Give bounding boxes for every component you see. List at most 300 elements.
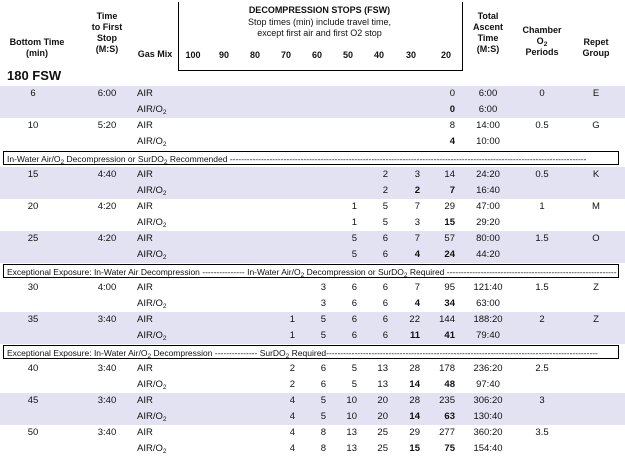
stop-time-cell: 14 [409,379,420,390]
repet-group-cell [575,296,617,312]
stop-time-cell: 5 [351,249,357,260]
stop-time-cell: 4 [289,411,295,422]
chamber-periods-cell: 0 [539,88,545,99]
stop-time-cell: 34 [444,298,455,309]
gas-mix-cell: AIR/$O_2$ [137,411,167,423]
chamber-periods-cell: 1.5 [535,233,549,244]
stop-time-cell [172,328,202,344]
stop-time-cell [234,134,264,150]
stop-time-cell: 75 [444,443,455,454]
repet-group-cell: K [592,169,600,180]
stop-time-cell [172,425,202,441]
stop-time-cell [234,393,264,409]
table-row [0,280,625,296]
time-to-first-stop-cell: 4:20 [97,201,117,212]
total-ascent-time-cell: 360:20 [473,427,503,438]
stop-time-cell: 5 [382,201,388,212]
stop-time-cell [296,199,326,215]
time-to-first-stop-cell: 3:40 [97,427,117,438]
stop-time-cell [296,183,326,199]
stop-time-cell [172,134,202,150]
stop-time-cell [327,86,357,102]
stop-time-cell: 1 [289,314,295,325]
stop-time-cell: 4 [289,395,295,406]
stop-time-cell [203,247,233,263]
bottom-time-cell [18,328,48,344]
stop-time-cell [172,409,202,425]
stop-depth-header-100: 100 [185,50,201,60]
stop-time-cell [234,231,264,247]
stop-time-cell: 6 [320,379,326,390]
gas-mix-cell: AIR/$O_2$ [137,330,167,342]
table-row [0,393,625,409]
total-ascent-time-cell: 24:20 [476,169,500,180]
table-row [0,312,625,328]
gas-mix-cell: AIR [137,88,153,99]
chamber-periods-cell [520,102,564,118]
stop-time-cell [234,441,264,457]
repet-group-cell [575,102,617,118]
stop-time-cell: 29 [444,201,455,212]
gas-mix-cell: AIR/$O_2$ [137,104,167,116]
chamber-periods-cell [520,409,564,425]
total-ascent-header-line: Ascent [472,22,503,32]
chamber-periods-cell [520,215,564,231]
stop-time-cell [234,280,264,296]
stop-time-cell [265,247,295,263]
repet-group-cell [575,183,617,199]
total-ascent-time-cell: 79:40 [476,330,500,341]
time-to-first-stop-cell: 4:00 [97,282,117,293]
stop-time-cell [234,118,264,134]
chamber-periods-cell: 1 [539,201,545,212]
gas-mix-cell: AIR [137,427,153,438]
repet-group-cell: E [592,88,600,99]
stop-time-cell [234,312,264,328]
table-row [0,425,625,441]
stop-time-cell: 0 [449,104,455,115]
stop-time-cell [203,118,233,134]
table-row [0,134,625,150]
stop-time-cell: 4 [414,298,420,309]
stop-time-cell: 6 [351,282,357,293]
stop-time-cell: 6 [382,233,388,244]
total-ascent-header-line: Total [477,11,499,21]
stop-time-cell: 28 [409,363,420,374]
stop-time-cell: 6 [382,282,388,293]
total-ascent-time-cell: 121:40 [473,282,503,293]
stop-time-cell [265,231,295,247]
stop-time-cell [203,312,233,328]
total-ascent-time-cell: 306:20 [473,395,503,406]
bottom-time-header-line: (min) [26,48,48,58]
stop-time-cell [203,377,233,393]
stop-depth-header-90: 90 [218,50,229,60]
stop-time-cell [296,86,326,102]
stop-time-cell [296,231,326,247]
stop-depth-header-80: 80 [249,50,260,60]
stop-time-cell [390,118,420,134]
stop-time-cell: 277 [439,427,455,438]
table-row [0,86,625,102]
stop-time-cell [203,199,233,215]
bottom-time-cell [18,102,48,118]
stop-time-cell: 6 [351,330,357,341]
stop-time-cell: 13 [377,379,388,390]
stop-time-cell: 2 [414,185,420,196]
gas-mix-header: Gas Mix [137,49,173,59]
stop-time-cell: 10 [346,411,357,422]
stop-time-cell: 8 [449,120,455,131]
depth-section-label: 180 FSW [7,68,62,83]
chamber-header-line: Periods [525,47,559,57]
total-ascent-time-cell: 14:00 [476,120,500,131]
chamber-o2-periods-header [515,25,569,58]
stop-time-cell: 5 [351,363,357,374]
gas-mix-cell: AIR [137,395,153,406]
total-ascent-time-cell: 236:20 [473,363,503,374]
time-to-first-stop-cell [86,134,128,150]
bottom-time-header-line: Bottom Time [9,37,65,47]
bottom-time-cell: 45 [27,395,39,406]
stop-time-cell [203,231,233,247]
total-ascent-time-cell: 97:40 [476,379,500,390]
stop-time-cell: 8 [320,443,326,454]
repet-group-cell [575,247,617,263]
table-row [0,183,625,199]
bottom-time-cell: 25 [27,233,39,244]
repet-header-line: Repet [583,37,609,47]
gas-mix-cell: AIR/$O_2$ [137,217,167,229]
gas-mix-cell: AIR [137,233,153,244]
stop-time-cell: 6 [351,314,357,325]
stop-time-cell: 2 [382,185,388,196]
repet-group-cell [575,134,617,150]
time-to-first-stop-cell [86,377,128,393]
stop-time-cell: 6 [382,330,388,341]
total-ascent-header-line: Time [477,33,499,43]
stop-time-cell [172,167,202,183]
time-to-first-stop-cell [86,296,128,312]
stop-time-cell [172,183,202,199]
total-ascent-time-cell: 16:40 [476,185,500,196]
chamber-periods-cell [520,247,564,263]
ttfs-header-line: Stop [97,33,117,43]
stop-time-cell [172,215,202,231]
stop-time-cell: 3 [414,217,420,228]
bottom-time-cell: 40 [27,363,39,374]
stop-time-cell: 6 [382,314,388,325]
stop-time-cell: 1 [289,330,295,341]
stop-time-cell: 48 [444,379,455,390]
table-row [0,231,625,247]
stop-time-cell: 7 [414,201,420,212]
time-to-first-stop-cell [86,441,128,457]
bottom-time-cell [18,215,48,231]
stop-time-cell [234,296,264,312]
stop-time-cell [327,183,357,199]
stop-time-cell [265,134,295,150]
total-ascent-time-header [466,11,510,55]
repet-group-cell [575,393,617,409]
exposure-banner: In-Water Air/$O_2$ Decompression or SurDO$_2$ Recommended ------------------------------------------------------------------------------------------------------------------------------ [3,151,619,165]
stop-time-cell: 28 [409,395,420,406]
stop-time-cell: 22 [409,314,420,325]
stop-time-cell [203,328,233,344]
stop-time-cell: 5 [351,233,357,244]
gas-mix-cell: AIR [137,314,153,325]
ttfs-header-line: Time [96,11,118,21]
stop-time-cell: 10 [346,395,357,406]
repet-group-cell: Z [593,282,599,293]
table-row [0,377,625,393]
stop-time-cell [172,296,202,312]
time-to-first-stop-cell [86,328,128,344]
table-row [0,167,625,183]
stop-depth-header-20: 20 [440,50,451,60]
stop-time-cell: 1 [351,217,357,228]
gas-mix-cell: AIR [137,363,153,374]
stop-time-cell [203,86,233,102]
stop-time-cell [390,134,420,150]
time-to-first-stop-cell [86,247,128,263]
time-to-first-stop-header [86,11,128,55]
stop-time-cell [203,134,233,150]
time-to-first-stop-cell: 6:00 [97,88,117,99]
time-to-first-stop-cell [86,409,128,425]
chamber-periods-cell: 1.5 [535,282,549,293]
stop-time-cell: 2 [289,379,295,390]
chamber-periods-cell [520,134,564,150]
table-row [0,409,625,425]
stop-time-cell: 25 [377,427,388,438]
chamber-periods-cell [520,183,564,199]
stop-time-cell: 7 [414,233,420,244]
stop-time-cell [234,425,264,441]
chamber-periods-cell [520,328,564,344]
table-row [0,247,625,263]
bottom-time-cell: 10 [27,120,39,131]
stop-time-cell [296,118,326,134]
stop-time-cell [234,215,264,231]
total-ascent-header-line: (M:S) [476,44,500,54]
repet-group-header [575,37,617,59]
stop-depth-header-70: 70 [280,50,291,60]
time-to-first-stop-cell: 4:40 [97,169,117,180]
stop-time-cell: 57 [444,233,455,244]
time-to-first-stop-cell: 5:20 [97,120,117,131]
stop-time-cell: 5 [320,411,326,422]
stop-time-cell [265,280,295,296]
repet-group-cell [575,361,617,377]
gas-mix-cell: AIR [137,282,153,293]
stop-time-cell: 5 [320,395,326,406]
stop-time-cell [234,167,264,183]
stop-time-cell: 2 [382,169,388,180]
chamber-periods-cell: 3 [539,395,545,406]
table-row [0,361,625,377]
total-ascent-time-cell: 154:40 [473,443,503,454]
time-to-first-stop-cell [86,215,128,231]
stop-time-cell: 0 [449,88,455,99]
stop-time-cell: 13 [377,363,388,374]
chamber-periods-cell: 2 [539,314,545,325]
bottom-time-cell: 6 [30,88,36,99]
stop-depth-header-40: 40 [373,50,384,60]
stop-time-cell: 95 [444,282,455,293]
total-ascent-time-cell: 80:00 [476,233,500,244]
table-row [0,102,625,118]
repet-group-cell: G [592,120,600,131]
stop-depth-header-30: 30 [405,50,416,60]
total-ascent-time-cell: 10:00 [476,136,500,147]
stop-time-cell [234,183,264,199]
decompression-stops-title: DECOMPRESSION STOPS (FSW) [248,5,391,15]
stop-time-cell [172,102,202,118]
repet-header-line: Group [582,48,610,58]
stop-time-cell [234,377,264,393]
stop-time-cell [203,361,233,377]
total-ascent-time-cell: 6:00 [478,88,498,99]
time-to-first-stop-cell: 3:40 [97,363,117,374]
stop-time-cell: 6 [382,298,388,309]
stop-depth-header-50: 50 [342,50,353,60]
stop-time-cell [172,441,202,457]
stop-time-cell: 14 [409,411,420,422]
bottom-time-cell [18,247,48,263]
gas-mix-cell: AIR/$O_2$ [137,298,167,310]
bottom-time-cell [18,377,48,393]
chamber-periods-cell: 0.5 [535,169,549,180]
stop-time-cell [327,118,357,134]
stop-time-cell [265,102,295,118]
stop-time-cell [203,393,233,409]
stop-time-cell [358,102,388,118]
stop-time-cell: 41 [444,330,455,341]
stop-time-cell [203,102,233,118]
stop-time-cell [172,393,202,409]
stop-time-cell [172,312,202,328]
gas-mix-cell: AIR [137,201,153,212]
stop-time-cell: 4 [289,443,295,454]
stop-time-cell: 2 [289,363,295,374]
stop-time-cell [358,134,388,150]
table-row [0,199,625,215]
total-ascent-time-cell: 6:00 [478,104,498,115]
bottom-time-cell: 15 [27,169,39,180]
stop-time-cell: 15 [444,217,455,228]
table-row [0,296,625,312]
chamber-periods-cell [520,296,564,312]
stop-time-cell: 29 [409,427,420,438]
stop-time-cell: 3 [414,169,420,180]
stop-time-cell: 14 [444,169,455,180]
stop-time-cell: 7 [449,185,455,196]
bottom-time-cell: 30 [27,282,39,293]
stop-time-cell [390,86,420,102]
stop-time-cell [265,167,295,183]
gas-mix-cell: AIR/$O_2$ [137,136,167,148]
gas-mix-cell: AIR/$O_2$ [137,249,167,261]
stop-time-cell: 20 [377,411,388,422]
stop-time-cell [203,280,233,296]
time-to-first-stop-cell [86,102,128,118]
gas-mix-cell: AIR/$O_2$ [137,379,167,391]
stop-time-cell: 4 [449,136,455,147]
time-to-first-stop-cell: 3:40 [97,314,117,325]
stop-time-cell [327,102,357,118]
time-to-first-stop-cell: 4:20 [97,233,117,244]
stop-time-cell: 3 [320,282,326,293]
repet-group-cell [575,377,617,393]
stop-time-cell [265,118,295,134]
stop-time-cell: 4 [289,427,295,438]
chamber-header-line: $O_2$ [536,36,548,48]
repet-group-cell [575,425,617,441]
stop-time-cell: 20 [377,395,388,406]
gas-mix-cell: AIR/$O_2$ [137,443,167,455]
stop-time-cell [265,199,295,215]
stop-time-cell [172,377,202,393]
stop-time-cell: 3 [320,298,326,309]
stop-time-cell [265,183,295,199]
table-row [0,215,625,231]
stop-time-cell [203,296,233,312]
stop-time-cell [203,215,233,231]
stop-time-cell [296,247,326,263]
stop-time-cell [296,134,326,150]
stop-time-cell: 13 [346,443,357,454]
stop-time-cell [172,199,202,215]
exposure-banner: Exceptional Exposure: In-Water Air/$O_2$ Decompression --------------- SurDO$_2$ Required------------------------------------------------------------------------------------------------ [3,345,619,359]
stop-time-cell [265,86,295,102]
stop-time-cell [234,199,264,215]
time-to-first-stop-cell: 3:40 [97,395,117,406]
stop-time-cell [203,441,233,457]
decompression-subtitle-line-2: except first air and first O2 stop [257,28,382,38]
stop-time-cell [203,425,233,441]
stop-time-cell: 178 [439,363,455,374]
stop-time-cell: 7 [414,282,420,293]
stop-time-cell [234,361,264,377]
total-ascent-time-cell: 130:40 [473,411,503,422]
stop-time-cell [358,86,388,102]
repet-group-cell: O [592,233,600,244]
total-ascent-time-cell: 29:20 [476,217,500,228]
stop-time-cell: 24 [444,249,455,260]
bottom-time-cell: 20 [27,201,39,212]
repet-group-cell [575,328,617,344]
stop-time-cell: 11 [409,330,420,341]
ttfs-header-line: to First [91,22,123,32]
stop-time-cell [203,409,233,425]
bottom-time-header [8,37,66,59]
stop-time-cell: 6 [320,363,326,374]
stop-time-cell [172,247,202,263]
stop-time-cell [327,134,357,150]
stop-time-cell: 6 [382,249,388,260]
stop-time-cell: 6 [351,298,357,309]
stop-time-cell [234,409,264,425]
chamber-periods-cell: 3.5 [535,427,549,438]
repet-group-cell [575,409,617,425]
repet-group-cell [575,215,617,231]
stop-time-cell [234,247,264,263]
stop-time-cell [234,328,264,344]
exposure-banner: Exceptional Exposure: In-Water Air Decompression --------------- In-Water Air/$O_2$ Decompression or SurDO$_2$ Required ------------------------------------------------------------ [3,264,619,278]
stop-time-cell [390,102,420,118]
gas-mix-cell: AIR [137,169,153,180]
